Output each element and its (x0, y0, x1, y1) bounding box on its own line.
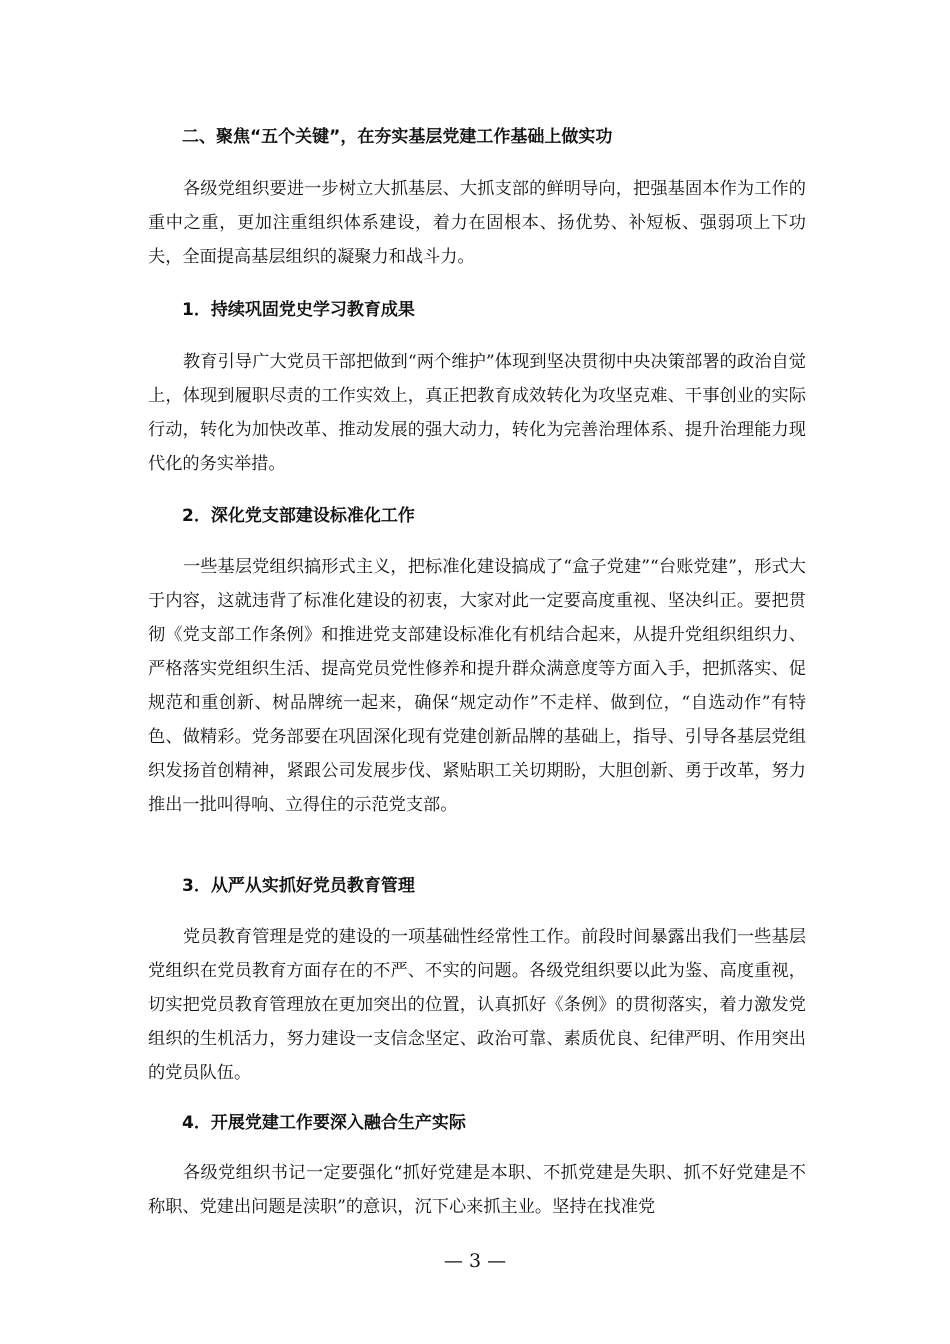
subsection-heading: 3．从严从实抓好党员教育管理 (182, 876, 415, 896)
paragraph: 教育引导广大党员干部把做到“两个维护”体现到坚决贯彻中央决策部署的政治自觉上，体现到履职尽责的工作实效上，真正把教育成效转化为攻坚克难、干事创业的实际行动，转化为加快改革、推动发展的强大动力，转化为完善治理体系、提升治理能力现代化的务实举措。 (148, 352, 806, 474)
section-heading: 二、聚焦“五个关键”，在夯实基层党建工作基础上做实功 (182, 127, 613, 147)
page-number: — 3 — (443, 1250, 507, 1272)
subsection-heading: 4．开展党建工作要深入融合生产实际 (182, 1113, 466, 1133)
paragraph: 党员教育管理是党的建设的一项基础性经常性工作。前段时间暴露出我们一些基层党组织在党员教育方面存在的不严、不实的问题。各级党组织要以此为鉴、高度重视，切实把党员教育管理放在更加突出的位置，认真抓好《条例》的贯彻落实，着力激发党组织的生机活力，努力建设一支信念坚定、政治可靠、素质优良、纪律严明、作用突出的党员队伍。 (148, 927, 806, 1083)
subsection-heading: 1．持续巩固党史学习教育成果 (182, 300, 415, 320)
paragraph: 各级党组织书记一定要强化“抓好党建是本职、不抓党建是失职、抓不好党建是不称职、党建出问题是渎职”的意识，沉下心来抓主业。坚持在找准党 (148, 1163, 806, 1217)
paragraph: 一些基层党组织搞形式主义，把标准化建设搞成了“盒子党建”“台账党建”，形式大于内容，这就违背了标准化建设的初衷，大家对此一定要高度重视、坚决纠正。要把贯彻《党支部工作条例》和推进党支部建设标准化有机结合起来，从提升党组织组织力、严格落实党组织生活、提高党员党性修养和提升群众满意度等方面入手，把抓落实、促规范和重创新、树品牌统一起来，确保“规定动作”不走样、做到位，“自选动作”有特色、做精彩。党务部要在巩固深化现有党建创新品牌的基础上，指导、引导各基层党组织发扬首创精神，紧跟公司发展步伐、紧贴职工关切期盼，大胆创新、勇于改革，努力推出一批叫得响、立得住的示范党支部。 (148, 557, 806, 815)
paragraph: 各级党组织要进一步树立大抓基层、大抓支部的鲜明导向，把强基固本作为工作的重中之重，更加注重组织体系建设，着力在固根本、扬优势、补短板、强弱项上下功夫，全面提高基层组织的凝聚力和战斗力。 (148, 179, 806, 267)
subsection-heading: 2．深化党支部建设标准化工作 (182, 506, 415, 526)
